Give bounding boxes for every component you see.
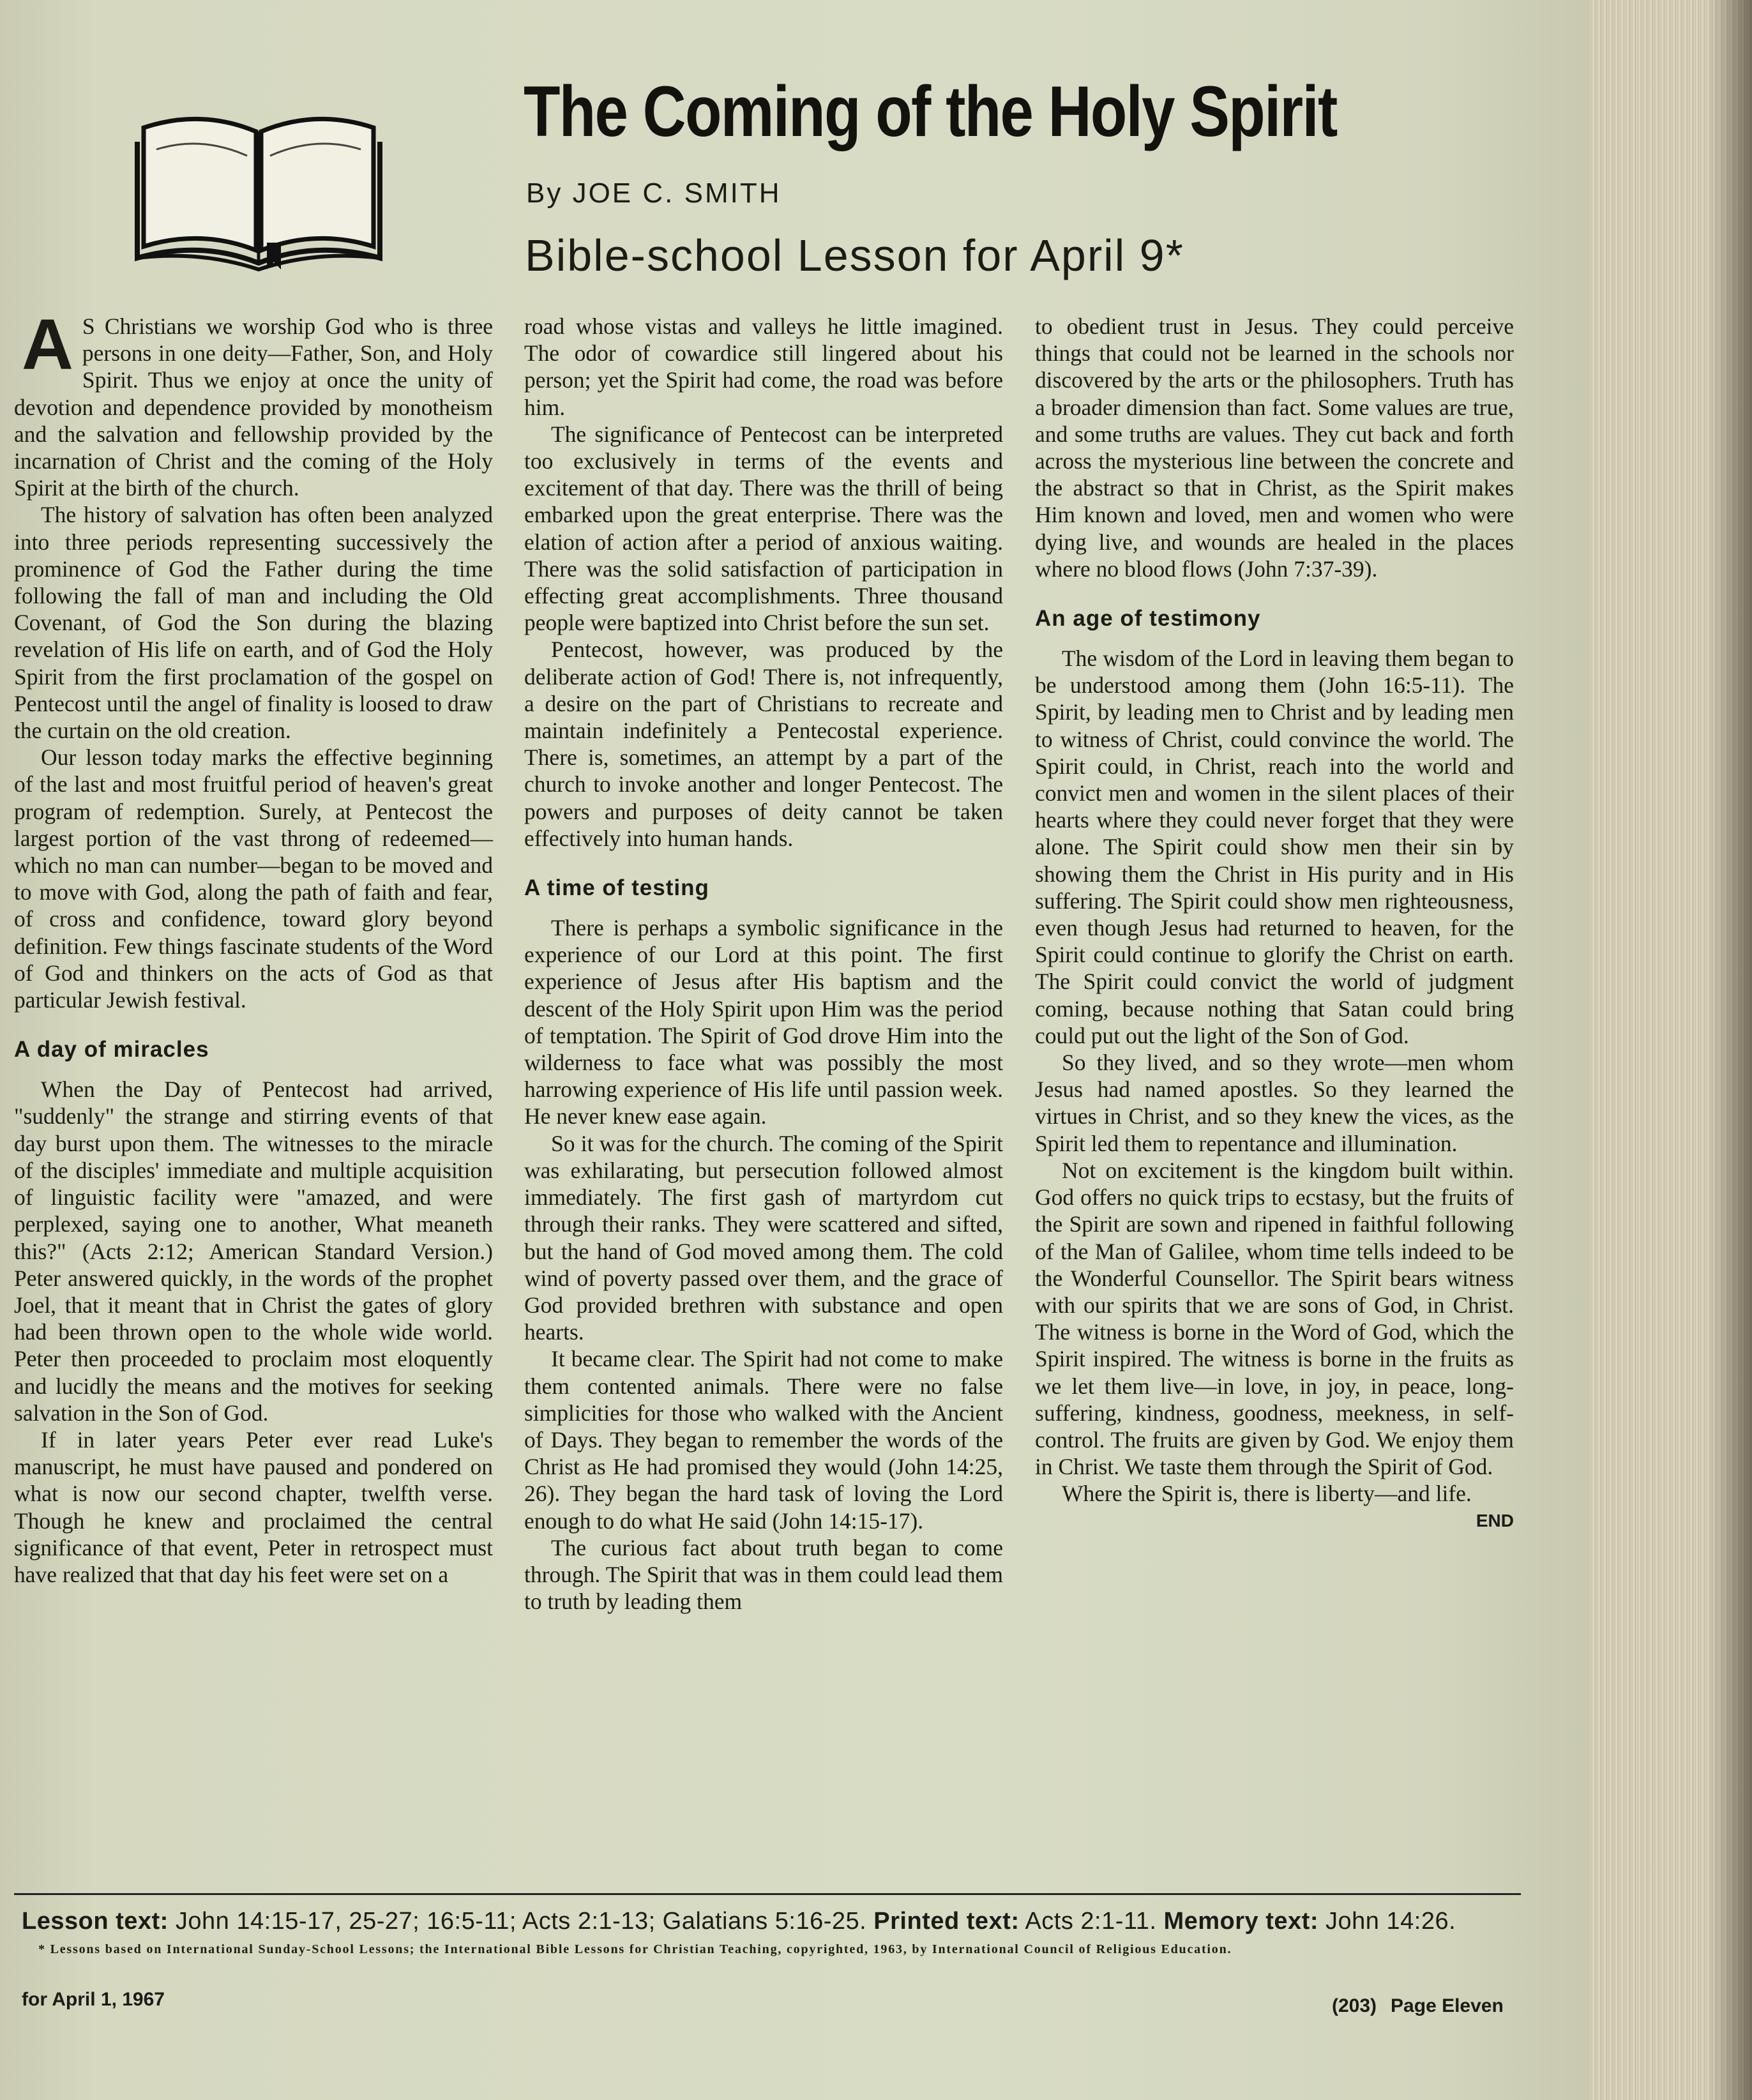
printed-text-label: Printed text: <box>873 1908 1020 1935</box>
paragraph: Not on excitement is the kingdom built within. God offers no quick trips to ecstasy, but the fruits of the Spirit are sown and ripened in faithful following of the Man of Galilee, whom time tells indeed to be the Wonderful Counsellor. The Spirit bears witness with our spirits that we are sons of God, in Christ. The witness is borne in the Word of God, which the Spirit inspired. The witness is borne in the fruits as we let them live—in love, in joy, in peace, long-suffering, kindness, goodness, meekness, in self-control. The fruits are given by God. We enjoy them in Christ. We taste them through the Spirit of God. <box>1035 1157 1514 1480</box>
section-heading: An age of testimony <box>1035 606 1261 631</box>
memory-text-value: John 14:26. <box>1325 1908 1456 1935</box>
paragraph: The significance of Pentecost can be interpreted too exclusively in terms of the events and excitement of that day. There was the thrill of being embarked upon the great enterprise. There was the elation of action after a period of anxious waiting. There was the solid satisfaction of participation in effecting great accomplishments. Three thousand people were baptized into Christ before the sun set. <box>524 421 1003 636</box>
paragraph: A S Christians we worship God who is three persons in one deity—Father, Son, and Holy Spirit. Thus we enjoy at once the unity of devotion and dependence provided by monotheism and the salvation and fellowship provided by the incarnation of Christ and the coming of the Holy Spirit at the birth of the church. <box>14 305 493 501</box>
printed-text-value: Acts 2:1-11. <box>1025 1908 1157 1935</box>
paragraph: road whose vistas and valleys he little imagined. The odor of cowardice still lingered about his person; yet the Spirit had come, the road was before him. <box>524 313 1003 420</box>
paragraph: The curious fact about truth began to come through. The Spirit that was in them could lead them to truth by leading them <box>524 1534 1003 1615</box>
paragraph: It became clear. The Spirit had not come to make them contented animals. There were no false simplicities for those who walked with the Ancient of Days. They began to remember the words of the Christ as He had promised they would (John 14:25, 26). They began the hard task of loving the Lord enough to do what He said (John 14:15-17). <box>524 1346 1003 1534</box>
end-mark: END <box>1476 1510 1514 1530</box>
article-title: The Coming of the Holy Spirit <box>524 72 1337 151</box>
section-heading: A day of miracles <box>14 1037 209 1062</box>
footnote: * Lessons based on International Sunday-School Lessons; the International Bible Lessons for Christian Teaching, copyrighted, 1963, by International Council of Religious Education. <box>38 1942 1232 1956</box>
lesson-text-value: John 14:15-17, 25-27; 16:5-11; Acts 2:1-13; Galatians 5:16-25. <box>175 1908 867 1935</box>
paragraph: Pentecost, however, was produced by the deliberate action of God! There is, not infrequently, a desire on the part of Christians to recreate and maintain indefinitely a Pentecostal experience. There is, sometimes, an attempt by a part of the church to invoke another and longer Pentecost. The powers and purposes of deity cannot be taken effectively into human hands. <box>524 637 1003 851</box>
paragraph: There is perhaps a symbolic significance in the experience of our Lord at this point. The first experience of Jesus after His baptism and the descent of the Holy Spirit upon Him was the period of temptation. The Spirit of God drove Him into the wilderness to face what was possibly the most harrowing experience of His life until passion week. He never knew ease again. <box>524 915 1003 1129</box>
lesson-references <box>22 1908 1541 1935</box>
column-1 <box>14 305 493 1588</box>
paragraph: to obedient trust in Jesus. They could perceive things that could not be learned in the schools nor discovered by the arts or the philosophers. Truth has a broader dimension than fact. Some values are true, and some truths are values. They cut back and forth across the mysterious line between the concrete and the abstract so that in Christ, as the Spirit makes Him known and loved, men and women who were dying live, and wounds are healed in the places where no blood flows (John 7:37-39). <box>1035 313 1514 582</box>
paragraph: So it was for the church. The coming of the Spirit was exhilarating, but persecution followed almost immediately. The first gash of martyrdom cut through their ranks. They were scattered and sifted, but the hand of God moved among them. The cold wind of poverty passed over them, and the grace of God provided brethren with substance and open hearts. <box>524 1130 1003 1345</box>
paragraph: Where the Spirit is, there is liberty—and life. END <box>1035 1480 1514 1507</box>
section-heading: A time of testing <box>524 875 709 901</box>
page-number: (203) <box>1332 1995 1377 2016</box>
paragraph: The wisdom of the Lord in leaving them began to be understood among them (John 16:5-11). The Spirit, by leading men to Christ and by leading men to witness of Christ, could convince the world. The Spirit could, in Christ, reach into the world and convict men and women in the silent places of their hearts where they could never forget that they were alone. The Spirit could show men their sin by showing them the Christ in His purity and in His suffering. The Spirit could show men righteousness, even though Jesus had returned to heaven, for the Spirit could continue to glorify the Christ on earth. The Spirit could convict the world of judgment coming, because nothing that Satan could bring could put out the light of the Son of God. <box>1035 646 1514 1048</box>
paragraph: When the Day of Pentecost had arrived, "suddenly" the strange and stirring events of that day burst upon them. The witnesses to the miracle of the disciples' immediate and multiple acquisition of linguistic facility were "amazed, and were perplexed, saying one to another, What meaneth this?" (Acts 2:12; American Standard Version.) Peter answered quickly, in the words of the prophet Joel, that it meant that in Christ the gates of glory had been thrown open to the whole wide world. Peter then proceeded to proclaim most eloquently and lucidly the means and the motives for seeking salvation in the Son of God. <box>14 1076 493 1426</box>
book-page-edges <box>1590 0 1752 2100</box>
page-label: Page Eleven <box>1391 1995 1504 2016</box>
drop-cap: A <box>22 305 73 384</box>
paragraph: So they lived, and so they wrote—men whom Jesus had named apostles. So they learned the virtues in Christ, and so they knew the vices, as the Spirit led them to repentance and illumination. <box>1035 1050 1514 1156</box>
lesson-text-label: Lesson text: <box>22 1908 169 1935</box>
column-2 <box>524 313 1003 1615</box>
paragraph: Our lesson today marks the effective beginning of the last and most fruitful period of heaven's great program of redemption. Surely, at Pentecost the largest portion of the vast throng of redeemed—which no man can number—began to be moved and to move with God, along the path of faith and fear, of cross and confidence, toward glory beyond definition. Few things fascinate students of the Word of God and thinkers on the acts of God as that particular Jewish festival. <box>14 744 493 1013</box>
page-footer <box>1332 1995 1504 2017</box>
issue-date: for April 1, 1967 <box>22 1989 165 2010</box>
open-bible-illustration <box>131 102 386 271</box>
paragraph: If in later years Peter ever read Luke's manuscript, he must have paused and pondered on what is now our second chapter, twelfth verse. Though he knew and proclaimed the central significance of that event, Peter in retrospect must have realized that that day his feet were set on a <box>14 1426 493 1587</box>
memory-text-label: Memory text: <box>1163 1908 1318 1935</box>
column-3 <box>1035 313 1514 1534</box>
paragraph: The history of salvation has often been analyzed into three periods representing successively the prominence of God the Father during the time following the fall of man and including the Old Covenant, of God the Son during the blazing revelation of His life on earth, and of God the Holy Spirit from the first proclamation of the gospel on Pentecost until the angel of finality is loosed to draw the curtain on the old creation. <box>14 502 493 744</box>
article-byline: By JOE C. SMITH <box>526 178 782 209</box>
divider <box>14 1893 1521 1895</box>
article-subtitle: Bible-school Lesson for April 9* <box>525 230 1184 280</box>
